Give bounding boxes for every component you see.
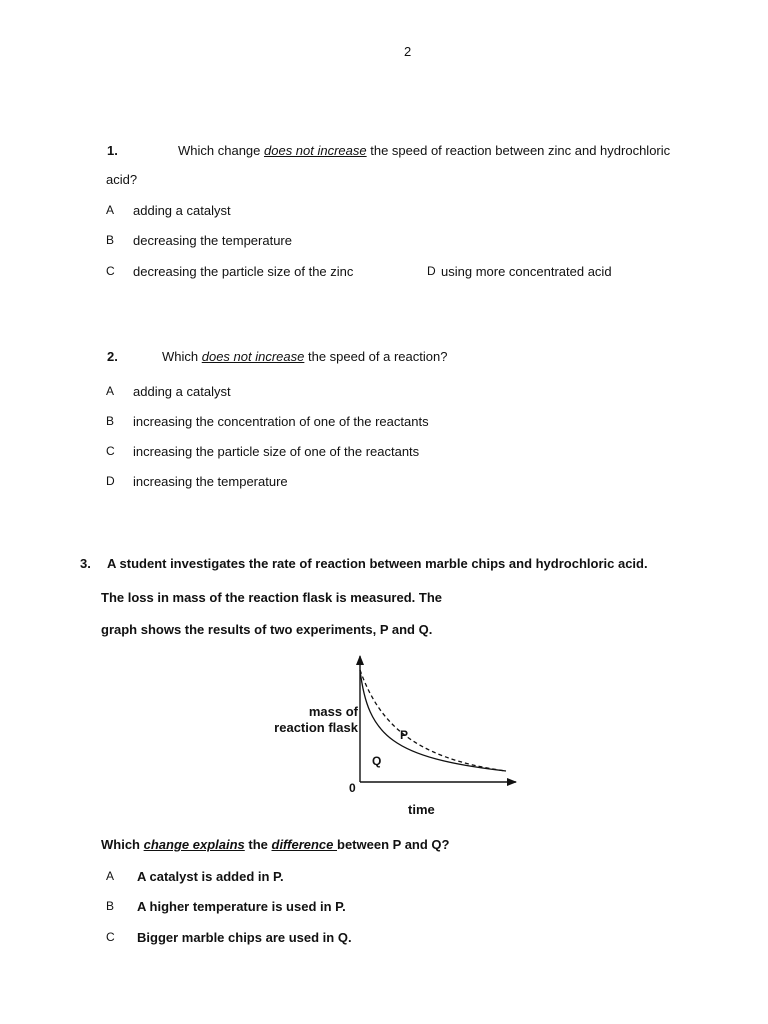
q3-option-c-letter: C — [106, 930, 115, 944]
q2-option-d-letter: D — [106, 474, 115, 488]
graph-ylabel-line1: mass of — [308, 704, 358, 719]
q1-option-c-text: decreasing the particle size of the zinc — [133, 264, 354, 279]
q3-number: 3. — [80, 556, 91, 571]
graph-origin: 0 — [349, 781, 356, 795]
q2-number: 2. — [107, 349, 118, 364]
q3-graph — [260, 650, 530, 825]
q2-option-a-letter: A — [106, 384, 115, 398]
q2-option-c-text: increasing the particle size of one of the reactants — [133, 444, 420, 459]
q2-stem-pre: Which — [162, 349, 202, 364]
graph-label-q: Q — [372, 754, 382, 768]
graph-ylabel-line2: reaction flask — [274, 720, 358, 735]
q1-stem-pre: Which change — [178, 143, 264, 158]
q3-question-post: between P and Q? — [337, 837, 450, 852]
q2-option-b-letter: B — [106, 414, 115, 428]
q1-number: 1. — [107, 143, 118, 158]
q2-option-d-text: increasing the temperature — [133, 474, 288, 489]
q1-option-b-letter: B — [106, 233, 115, 247]
q2-option-c-letter: C — [106, 444, 115, 458]
q3-option-c-text: Bigger marble chips are used in Q. — [137, 930, 352, 945]
q1-option-a-letter: A — [106, 203, 115, 217]
q1-stem — [178, 143, 670, 158]
q3-option-a-letter: A — [106, 869, 115, 883]
graph-label-p: P — [400, 728, 409, 742]
q1-stem-emphasis: does not increase — [264, 143, 367, 158]
q1-option-b-text: decreasing the temperature — [133, 233, 292, 248]
q3-line2: The loss in mass of the reaction flask is measured. The — [101, 590, 443, 605]
q3-question-emphasis1: change explains — [143, 837, 245, 852]
q3-question-mid: the — [244, 837, 272, 852]
q3-question-pre: Which — [101, 837, 144, 852]
page-number: 2 — [404, 44, 412, 59]
q3-intro: A student investigates the rate of reaction between marble chips and hydrochloric acid. — [107, 556, 648, 571]
q3-option-b-text: A higher temperature is used in P. — [137, 899, 346, 914]
q3-question-emphasis2: difference — [271, 837, 338, 852]
graph-xlabel: time — [408, 802, 435, 817]
q2-stem-post: the speed of a reaction? — [304, 349, 448, 364]
q2-stem — [162, 349, 447, 364]
q1-option-a-text: adding a catalyst — [133, 203, 231, 218]
q3-option-a-text: A catalyst is added in P. — [137, 869, 284, 884]
curve-q — [360, 670, 506, 771]
q1-option-d-text: using more concentrated acid — [441, 264, 612, 279]
q1-stem-continued: acid? — [106, 172, 138, 187]
q3-line3: graph shows the results of two experiments, P and Q. — [101, 622, 433, 637]
q3-question — [101, 837, 449, 852]
curve-p — [360, 670, 506, 771]
q1-option-d-letter: D — [427, 264, 436, 278]
q3-option-b-letter: B — [106, 899, 115, 913]
q2-stem-emphasis: does not increase — [201, 349, 305, 364]
q1-stem-post: the speed of reaction between zinc and hydrochloric — [366, 143, 671, 158]
q2-option-a-text: adding a catalyst — [133, 384, 231, 399]
q1-option-c-letter: C — [106, 264, 115, 278]
q2-option-b-text: increasing the concentration of one of the reactants — [133, 414, 429, 429]
